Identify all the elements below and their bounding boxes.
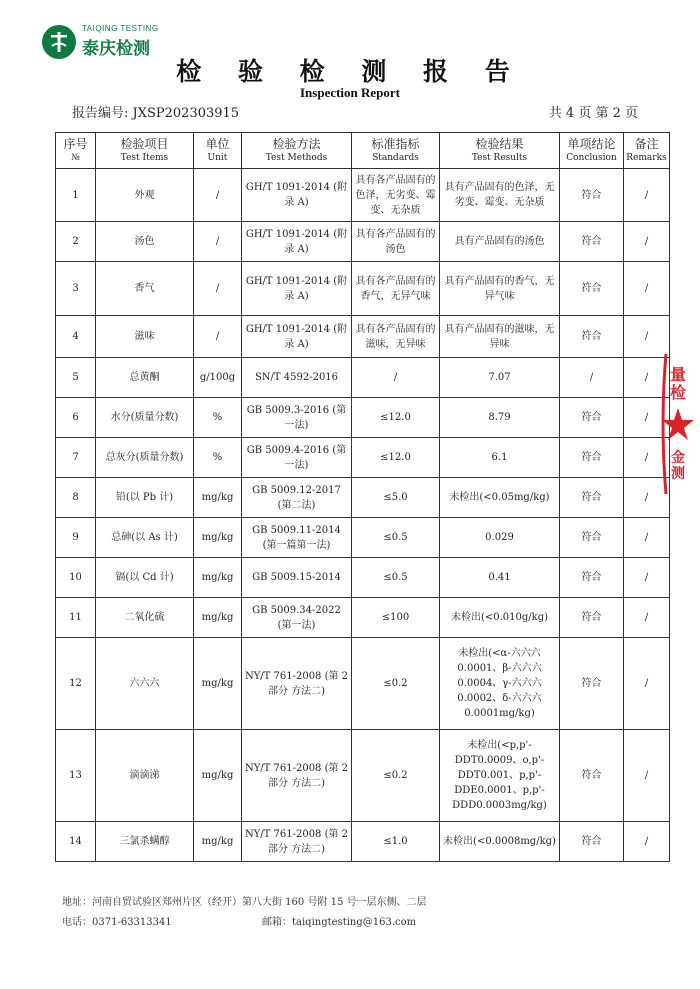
cell-conclusion: 符合 <box>560 730 624 822</box>
footer-phone: 电话：0371-63313341 <box>62 917 172 928</box>
cell-unit: mg/kg <box>194 518 242 558</box>
cell-remarks: / <box>624 169 670 222</box>
header-test-items: 检验项目 Test Items <box>96 133 194 169</box>
cell-unit: mg/kg <box>194 598 242 638</box>
cell-result: 具有产品固有的汤色 <box>440 222 560 262</box>
table-row <box>56 822 670 862</box>
cell-method: NY/T 761-2008 (第 2 部分 方法二) <box>242 638 352 730</box>
cell-unit: mg/kg <box>194 822 242 862</box>
cell-item: 二氧化硫 <box>96 598 194 638</box>
cell-result: 0.029 <box>440 518 560 558</box>
table-row <box>56 438 670 478</box>
cell-unit: / <box>194 222 242 262</box>
cell-item: 三氯杀螨醇 <box>96 822 194 862</box>
cell-method: SN/T 4592-2016 <box>242 358 352 398</box>
cell-item: 汤色 <box>96 222 194 262</box>
cell-conclusion: 符合 <box>560 478 624 518</box>
cell-standard: 具有各产品固有的滋味，无异味 <box>352 316 440 358</box>
cell-item: 总砷(以 As 计) <box>96 518 194 558</box>
table-row <box>56 598 670 638</box>
cell-no: 5 <box>56 358 96 398</box>
cell-no: 12 <box>56 638 96 730</box>
cell-method: GH/T 1091-2014 (附录 A) <box>242 222 352 262</box>
cell-standard: / <box>352 358 440 398</box>
cell-item: 水分(质量分数) <box>96 398 194 438</box>
cell-unit: mg/kg <box>194 638 242 730</box>
cell-conclusion: 符合 <box>560 518 624 558</box>
svg-text:测: 测 <box>671 466 685 482</box>
table-row <box>56 169 670 222</box>
header-remarks: 备注 Remarks <box>624 133 670 169</box>
cell-remarks: / <box>624 822 670 862</box>
footer-address: 地址：河南自贸试验区郑州片区（经开）第八大街 160 号附 15 号一层东侧、二层 <box>62 897 427 908</box>
cell-conclusion: / <box>560 358 624 398</box>
header-unit: 单位 Unit <box>194 133 242 169</box>
cell-method: GB 5009.15-2014 <box>242 558 352 598</box>
cell-result: 未检出(<p,p'-DDT0.0009、o,p'-DDT0.001、p,p'-DDE0.0001、p,p'-DDD0.0003mg/kg) <box>440 730 560 822</box>
table-row <box>56 358 670 398</box>
report-subtitle: Inspection Report <box>299 85 401 100</box>
report-number: 报告编号: JXSP202303915 <box>72 106 240 121</box>
cell-unit: mg/kg <box>194 730 242 822</box>
table-header-row <box>56 133 670 169</box>
cell-remarks: / <box>624 262 670 316</box>
cell-standard: ≤0.5 <box>352 518 440 558</box>
cell-conclusion: 符合 <box>560 262 624 316</box>
cell-conclusion: 符合 <box>560 638 624 730</box>
cell-standard: ≤12.0 <box>352 398 440 438</box>
cell-item: 总黄酮 <box>96 358 194 398</box>
svg-text:金: 金 <box>671 450 685 466</box>
cell-result: 具有产品固有的香气，无异气味 <box>440 262 560 316</box>
cell-unit: mg/kg <box>194 558 242 598</box>
cell-no: 11 <box>56 598 96 638</box>
cell-standard: 具有各产品固有的色泽，无劣变、霉变、无杂质 <box>352 169 440 222</box>
cell-conclusion: 符合 <box>560 558 624 598</box>
header-test-methods: 检验方法 Test Methods <box>242 133 352 169</box>
cell-no: 13 <box>56 730 96 822</box>
cell-no: 7 <box>56 438 96 478</box>
cell-item: 镉(以 Cd 计) <box>96 558 194 598</box>
cell-remarks: / <box>624 358 670 398</box>
header-no: 序号 № <box>56 133 96 169</box>
cell-conclusion: 符合 <box>560 822 624 862</box>
cell-conclusion: 符合 <box>560 169 624 222</box>
table-row <box>56 478 670 518</box>
cell-standard: ≤0.2 <box>352 638 440 730</box>
cell-no: 2 <box>56 222 96 262</box>
cell-method: GH/T 1091-2014 (附录 A) <box>242 262 352 316</box>
cell-no: 10 <box>56 558 96 598</box>
cell-remarks: / <box>624 478 670 518</box>
cell-no: 6 <box>56 398 96 438</box>
cell-result: 未检出(<α-六六六 0.0001、β-六六六 0.0004、γ-六六六 0.0002、δ-六六六 0.0001mg/kg) <box>440 638 560 730</box>
table-row <box>56 398 670 438</box>
cell-item: 滴滴涕 <box>96 730 194 822</box>
cell-result: 0.41 <box>440 558 560 598</box>
cell-item: 六六六 <box>96 638 194 730</box>
cell-result: 具有产品固有的滋味，无异味 <box>440 316 560 358</box>
header-conclusion: 单项结论 Conclusion <box>560 133 624 169</box>
footer-email: 邮箱：taiqingtesting@163.com <box>262 917 417 928</box>
cell-unit: % <box>194 438 242 478</box>
table-row <box>56 638 670 730</box>
svg-text:检: 检 <box>669 383 687 402</box>
cell-no: 8 <box>56 478 96 518</box>
cell-unit: / <box>194 169 242 222</box>
cell-remarks: / <box>624 398 670 438</box>
cell-unit: / <box>194 316 242 358</box>
header-test-results: 检验结果 Test Results <box>440 133 560 169</box>
table-row <box>56 262 670 316</box>
header-standards: 标准指标 Standards <box>352 133 440 169</box>
cell-standard: ≤1.0 <box>352 822 440 862</box>
cell-result: 7.07 <box>440 358 560 398</box>
cell-method: GH/T 1091-2014 (附录 A) <box>242 169 352 222</box>
cell-conclusion: 符合 <box>560 598 624 638</box>
inspection-table <box>55 132 670 862</box>
logo-text-cn: 泰庆检测 <box>82 39 150 59</box>
cell-standard: 具有各产品固有的香气，无异气味 <box>352 262 440 316</box>
svg-text:量: 量 <box>669 365 687 384</box>
cell-unit: mg/kg <box>194 478 242 518</box>
cell-remarks: / <box>624 316 670 358</box>
table-row <box>56 558 670 598</box>
cell-result: 未检出(<0.0008mg/kg) <box>440 822 560 862</box>
cell-conclusion: 符合 <box>560 438 624 478</box>
cell-result: 未检出(<0.010g/kg) <box>440 598 560 638</box>
cell-item: 滋味 <box>96 316 194 358</box>
cell-remarks: / <box>624 598 670 638</box>
cell-result: 具有产品固有的色泽，无劣变、霉变、无杂质 <box>440 169 560 222</box>
report-title: 检 验 检 测 报 告 <box>176 57 524 86</box>
cell-standard: 具有各产品固有的汤色 <box>352 222 440 262</box>
cell-method: NY/T 761-2008 (第 2 部分 方法二) <box>242 730 352 822</box>
cell-conclusion: 符合 <box>560 222 624 262</box>
page-indicator: 共 4 页 第 2 页 <box>548 106 638 121</box>
logo-text-en: TAIQING TESTING <box>82 24 159 33</box>
red-seal-stamp <box>658 350 694 498</box>
cell-item: 外观 <box>96 169 194 222</box>
cell-conclusion: 符合 <box>560 398 624 438</box>
cell-remarks: / <box>624 438 670 478</box>
cell-no: 4 <box>56 316 96 358</box>
cell-method: GB 5009.34-2022 (第一法) <box>242 598 352 638</box>
cell-method: GH/T 1091-2014 (附录 A) <box>242 316 352 358</box>
cell-remarks: / <box>624 558 670 598</box>
cell-standard: ≤0.2 <box>352 730 440 822</box>
cell-result: 6.1 <box>440 438 560 478</box>
cell-method: GB 5009.12-2017 (第二法) <box>242 478 352 518</box>
cell-standard: ≤0.5 <box>352 558 440 598</box>
cell-standard: ≤12.0 <box>352 438 440 478</box>
table-row <box>56 730 670 822</box>
cell-result: 8.79 <box>440 398 560 438</box>
cell-standard: ≤5.0 <box>352 478 440 518</box>
cell-method: GB 5009.11-2014 (第一篇第一法) <box>242 518 352 558</box>
cell-item: 香气 <box>96 262 194 316</box>
cell-remarks: / <box>624 518 670 558</box>
cell-method: GB 5009.3-2016 (第一法) <box>242 398 352 438</box>
table-row <box>56 518 670 558</box>
cell-result: 未检出(<0.05mg/kg) <box>440 478 560 518</box>
cell-unit: g/100g <box>194 358 242 398</box>
table-row <box>56 222 670 262</box>
cell-unit: / <box>194 262 242 316</box>
cell-no: 1 <box>56 169 96 222</box>
cell-no: 14 <box>56 822 96 862</box>
cell-no: 9 <box>56 518 96 558</box>
cell-remarks: / <box>624 730 670 822</box>
cell-item: 总灰分(质量分数) <box>96 438 194 478</box>
cell-method: NY/T 761-2008 (第 2 部分 方法二) <box>242 822 352 862</box>
table-row <box>56 316 670 358</box>
cell-standard: ≤100 <box>352 598 440 638</box>
cell-remarks: / <box>624 638 670 730</box>
cell-unit: % <box>194 398 242 438</box>
cell-method: GB 5009.4-2016 (第一法) <box>242 438 352 478</box>
cell-remarks: / <box>624 222 670 262</box>
cell-conclusion: 符合 <box>560 316 624 358</box>
cell-no: 3 <box>56 262 96 316</box>
cell-item: 铅(以 Pb 计) <box>96 478 194 518</box>
